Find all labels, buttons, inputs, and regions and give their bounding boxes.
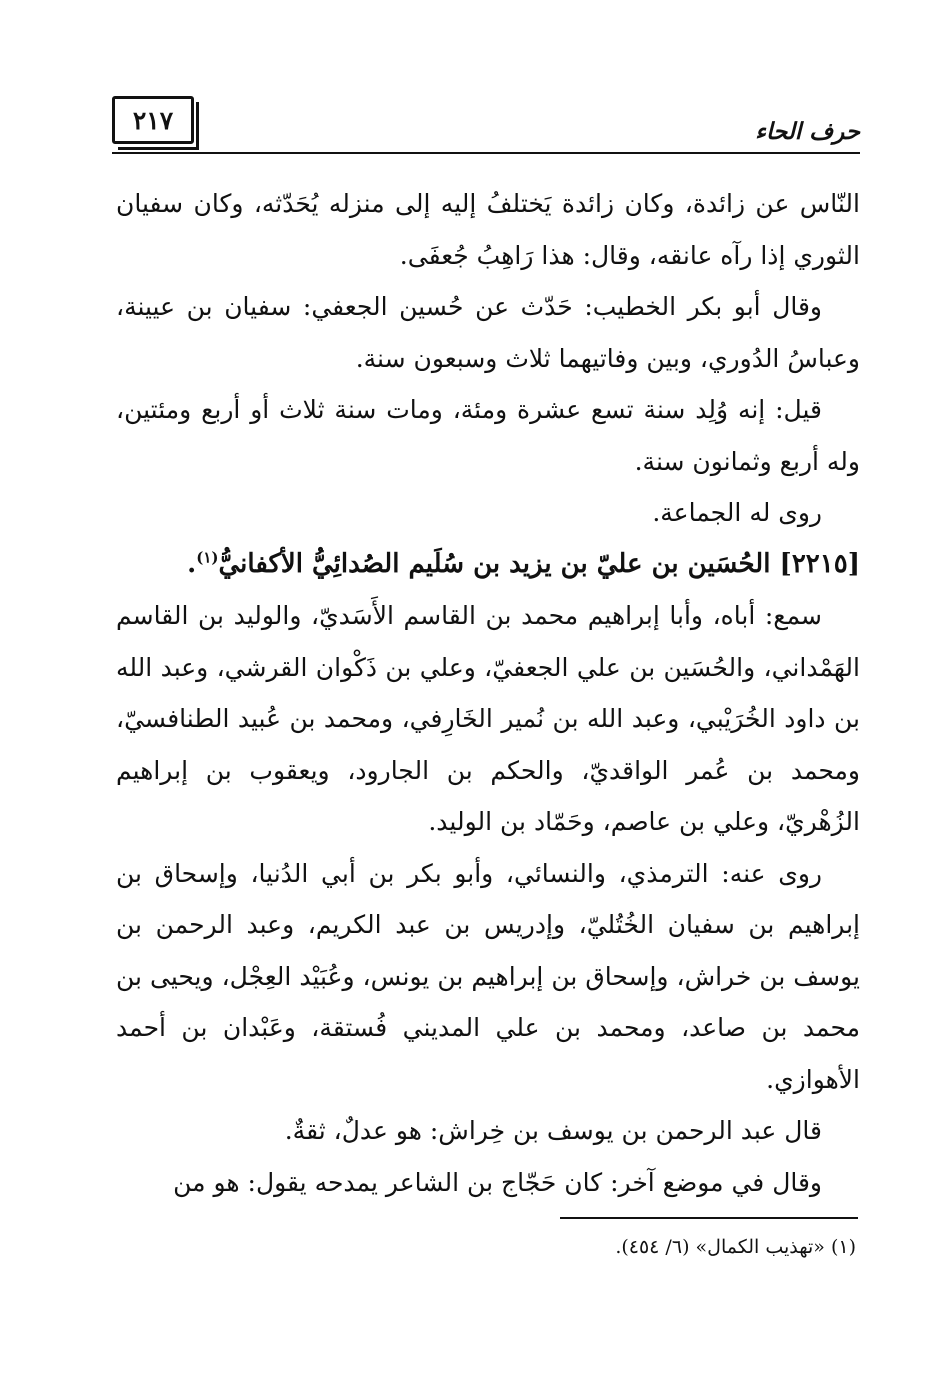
running-title: حرف الحاء — [755, 118, 860, 145]
footnote-rule — [560, 1217, 858, 1219]
paragraph: النّاس عن زائدة، وكان زائدة يَختلفُ إليه إلى منزله يُحَدّثه، وكان سفيان الثوري إذا رآه عانقه، وقال: هذا رَاهِبُ جُعفَى. — [116, 189, 860, 270]
header-rule — [112, 152, 860, 154]
page-number-box — [112, 96, 194, 144]
entry-end: . — [187, 548, 197, 579]
paragraph: قيل: إنه وُلِد سنة تسع عشرة ومئة، ومات سنة ثلاث أو أربع ومئتين، وله أربع وثمانون سنة. — [116, 395, 860, 476]
entry-number: [٢٢١٥] — [779, 548, 860, 579]
page-header — [112, 96, 860, 156]
page-number: ٢١٧ — [132, 106, 174, 135]
paragraph: قال عبد الرحمن بن يوسف بن خِراش: هو عدلٌ، ثقةٌ. — [284, 1116, 822, 1145]
paragraph: وقال في موضع آخر: كان حَجّاج بن الشاعر يمدحه يقول: هو من — [173, 1167, 822, 1197]
main-text — [116, 178, 860, 1208]
footnote-reference[interactable]: (١) — [196, 547, 219, 566]
entry-heading — [116, 539, 860, 591]
footnote: (١) «تهذيب الكمال» (٦/ ٤٥٤). — [615, 1236, 856, 1258]
paragraph: روى عنه: الترمذي، والنسائي، وأبو بكر بن أبي الدُنيا، وإسحاق بن إبراهيم بن سفيان الخُتُليّ، وإدريس بن عبد الكريم، وعبد الرحمن بن يوسف بن خراش، وإسحاق بن إبراهيم بن يونس، وعُبَيْد العِجْل، ويحيى بن محمد بن صاعد، ومحمد بن علي المديني فُستقة، وعَبْدان بن أحمد الأهوازي. — [116, 858, 860, 1094]
entry-title: الحُسَين بن عليّ بن يزيد بن سُلَيم الصُدائِيُّ الأكفانيُّ — [218, 548, 771, 579]
paragraph: روى له الجماعة. — [652, 498, 822, 527]
paragraph: سمع: أباه، وأبا إبراهيم محمد بن القاسم الأَسَديّ، والوليد بن القاسم الهَمْداني، والحُسَين بن علي الجعفيّ، وعلي بن ذَكْوان القرشي، وعبد الله بن داود الخُرَيْبي، وعبد الله بن نُمير الخَارِفي، ومحمد بن عُبيد الطنافسيّ، ومحمد بن عُمر الواقديّ، والحكم بن الجارود، ويعقوب بن إبراهيم الزُهْريّ، وعلي بن عاصم، وحَمّاد بن الوليد. — [116, 601, 860, 836]
paragraph: وقال أبو بكر الخطيب: حَدّث عن حُسين الجعفي: سفيان بن عيينة، وعباسُ الدُوري، وبين وفاتيهما ثلاث وسبعون سنة. — [116, 292, 860, 373]
